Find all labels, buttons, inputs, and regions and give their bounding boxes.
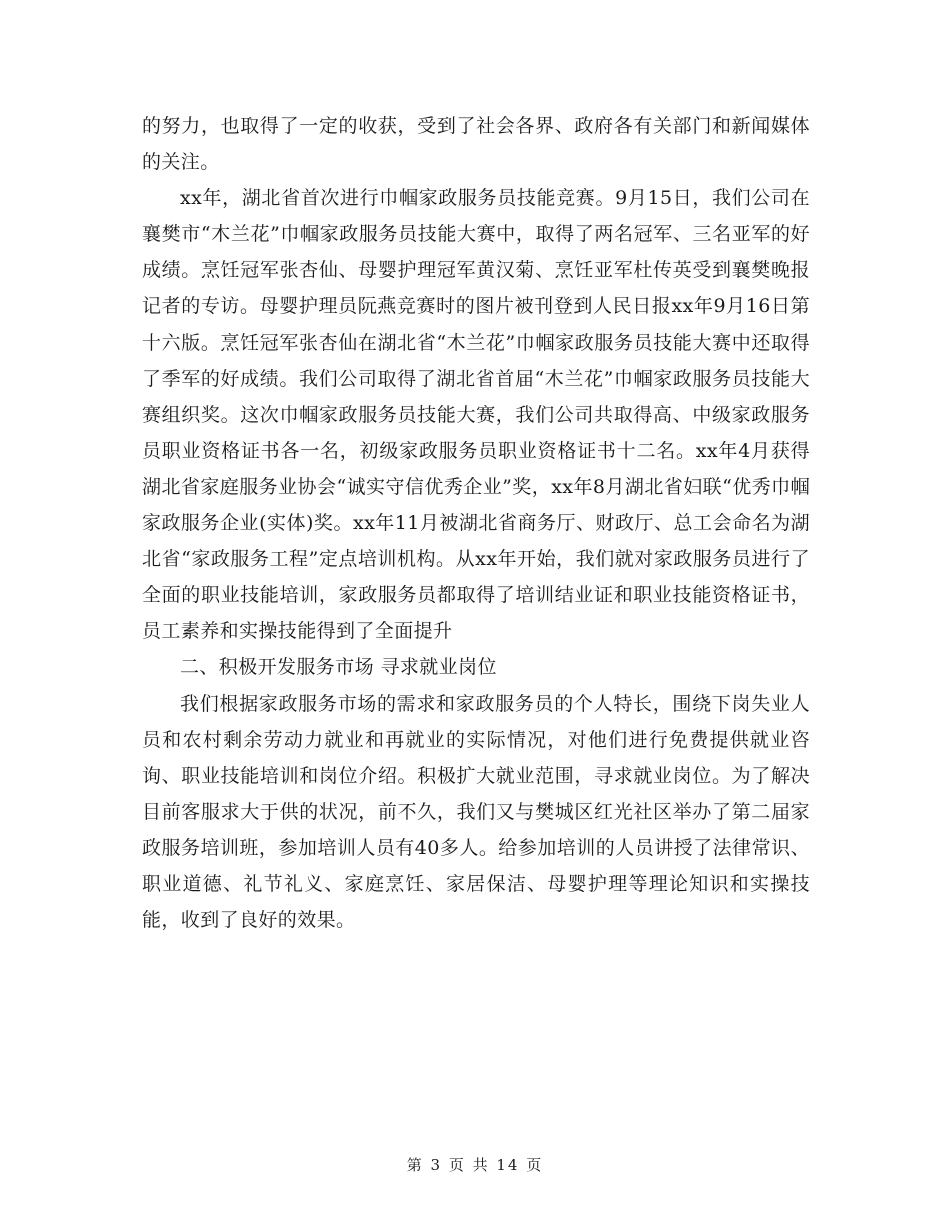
section-heading: 二、积极开发服务市场 寻求就业岗位 xyxy=(180,656,497,679)
page-footer: 第 3 页 共 14 页 xyxy=(406,1156,544,1174)
paragraph-continuation: 的努力，也取得了一定的收获，受到了社会各界、政府各有关部门和新闻媒体的关注。 xyxy=(142,115,810,174)
paragraph-employment: 我们根据家政服务市场的需求和家政服务员的个人特长，围绕下岗失业人员和农村剩余劳动力就业和再就业的实际情况，对他们进行免费提供就业咨询、职业技能培训和岗位介绍。积极扩大就业范围，寻求就业岗位。为了解决目前客服求大于供的状况，前不久，我们又与樊城区红光社区举办了第二届家政服务培训班，参加培训人员有40多人。给参加培训的人员讲授了法律常识、职业道德、礼节礼义、家庭烹饪、家居保洁、母婴护理等理论知识和实操技能，收到了良好的效果。 xyxy=(142,692,810,932)
paragraph-competition-awards: xx年，湖北省首次进行巾帼家政服务员技能竞赛。9月15日，我们公司在襄樊市“木兰花”巾帼家政服务员技能大赛中，取得了两名冠军、三名亚军的好成绩。烹饪冠军张杏仙、母婴护理冠军黄汉菊、烹饪亚军杜传英受到襄樊晚报记者的专访。母婴护理员阮燕竞赛时的图片被刊登到人民日报xx年9月16日第十六版。烹饪冠军张杏仙在湖北省“木兰花”巾帼家政服务员技能大赛中还取得了季军的好成绩。我们公司取得了湖北省首届“木兰花”巾帼家政服务员技能大赛组织奖。这次巾帼家政服务员技能大赛，我们公司共取得高、中级家政服务员职业资格证书各一名，初级家政服务员职业资格证书十二名。xx年4月获得湖北省家庭服务业协会“诚实守信优秀企业”奖，xx年8月湖北省妇联“优秀巾帼家政服务企业(实体)奖。xx年11月被湖北省商务厅、财政厅、总工会命名为湖北省“家政服务工程”定点培训机构。从xx年开始，我们就对家政服务员进行了全面的职业技能培训，家政服务员都取得了培训结业证和职业技能资格证书，员工素养和实操技能得到了全面提升 xyxy=(142,187,810,643)
document-body xyxy=(142,108,810,938)
